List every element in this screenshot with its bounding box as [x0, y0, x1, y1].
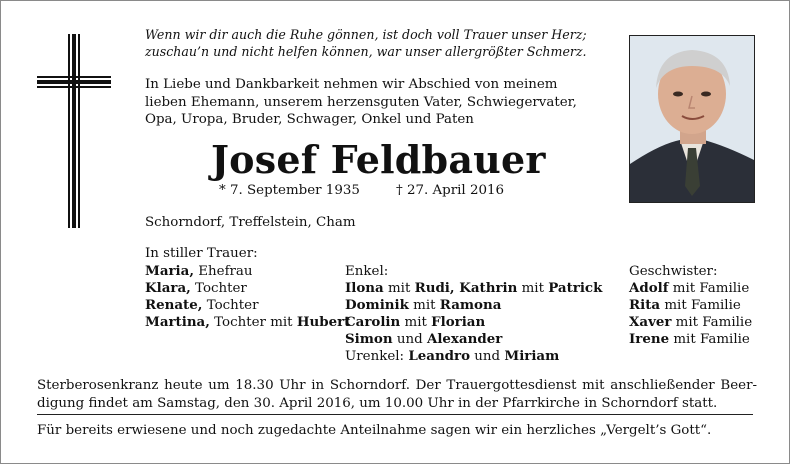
connector-text: mit: [408, 298, 440, 313]
deceased-name: Josef Feldbauer: [211, 137, 546, 182]
sibling-family-text: mit Familie: [660, 298, 741, 313]
sibling-family-text: mit Familie: [668, 281, 750, 296]
great-grandchild-name: Miriam: [504, 348, 560, 364]
family-member-row: [145, 297, 350, 314]
divider-line: [37, 414, 753, 415]
grandchildren-label: Enkel:: [345, 264, 389, 279]
death-date: † 27. April 2016: [396, 183, 505, 198]
grandchildren-column: [345, 263, 602, 365]
grandchild-row: [345, 280, 602, 297]
sibling-row: [629, 314, 752, 331]
sibling-family-text: mit Familie: [671, 315, 753, 330]
sibling-name: Irene: [629, 331, 670, 347]
birth-date: * 7. September 1935: [219, 183, 360, 198]
notice-line-1: Sterberosenkranz heute um 18.30 Uhr in Schorndorf. Der Trauergottesdienst mit anschließender Beer-: [37, 378, 757, 393]
grandchild-row: [345, 331, 602, 348]
sibling-name: Xaver: [629, 314, 672, 330]
connector-text: und: [392, 332, 427, 347]
family-member-role: Ehefrau: [193, 264, 253, 279]
great-grandchildren-label: Urenkel:: [345, 349, 409, 364]
family-member-role: Tochter mit: [209, 315, 297, 330]
great-grandchildren-row: [345, 348, 602, 365]
connector-text: mit: [517, 281, 549, 296]
portrait-photo: [629, 35, 755, 203]
connector-text: mit: [400, 315, 432, 330]
family-member-role: Tochter: [190, 281, 247, 296]
siblings-column: [629, 263, 752, 348]
poem-line-1: Wenn wir dir auch die Ruhe gönnen, ist doch voll Trauer unser Herz;: [145, 27, 587, 42]
family-member-row: [145, 280, 350, 297]
connector-text: und: [470, 349, 505, 364]
sibling-name: Rita: [629, 297, 661, 313]
portrait-illustration: [630, 36, 754, 202]
grandchild-name: Simon: [345, 331, 393, 347]
family-member-name: Martina,: [145, 314, 210, 330]
grandchild-name: Rudi, Kathrin: [414, 280, 518, 296]
sibling-row: [629, 331, 752, 348]
mourners-label: In stiller Trauer:: [145, 246, 258, 261]
grandchild-name: Ilona: [345, 280, 384, 296]
grandchild-name: Ramona: [439, 297, 502, 313]
places-of-residence: Schorndorf, Treffelstein, Cham: [145, 215, 356, 230]
family-member-name: Renate,: [145, 297, 203, 313]
grandchild-row: [345, 297, 602, 314]
thanks-text: Für bereits erwiesene und noch zugedachte Anteilnahme sagen wir ein herzliches „Vergelt’s Gott“.: [37, 423, 712, 438]
grandchild-name: Carolin: [345, 314, 401, 330]
memorial-poem: [145, 26, 615, 60]
sibling-family-text: mit Familie: [669, 332, 750, 347]
farewell-line-3: Opa, Uropa, Bruder, Schwager, Onkel und Paten: [145, 112, 474, 127]
family-member-row: [145, 263, 350, 280]
farewell-text: [145, 76, 605, 129]
farewell-line-2: lieben Ehemann, unserem herzensguten Vater, Schwiegervater,: [145, 94, 577, 110]
family-member-name: Klara,: [145, 280, 191, 296]
siblings-label: Geschwister:: [629, 264, 718, 279]
connector-text: mit: [383, 281, 415, 296]
family-member-partner: Hubert: [296, 314, 351, 330]
funeral-notice: [37, 377, 757, 412]
sibling-row: [629, 297, 752, 314]
family-member-role: Tochter: [202, 298, 259, 313]
farewell-line-1: In Liebe und Dankbarkeit nehmen wir Abschied von meinem: [145, 77, 558, 92]
great-grandchild-name: Leandro: [408, 348, 471, 364]
sibling-name: Adolf: [629, 280, 669, 296]
family-member-row: [145, 314, 350, 331]
sibling-row: [629, 280, 752, 297]
grandchild-name: Dominik: [345, 297, 409, 313]
latin-cross-icon: [37, 34, 111, 228]
grandchild-name: Patrick: [548, 280, 603, 296]
grandchild-name: Alexander: [426, 331, 503, 347]
family-member-name: Maria,: [145, 263, 194, 279]
notice-line-2: digung findet am Samstag, den 30. April 2016, um 10.00 Uhr in der Pfarrkirche in Schorndorf statt.: [37, 395, 718, 411]
family-column: [145, 263, 350, 331]
grandchild-name: Florian: [431, 314, 486, 330]
poem-line-2: zuschau’n und nicht helfen können, war unser allergrößter Schmerz.: [145, 44, 587, 59]
grandchild-row: [345, 314, 602, 331]
